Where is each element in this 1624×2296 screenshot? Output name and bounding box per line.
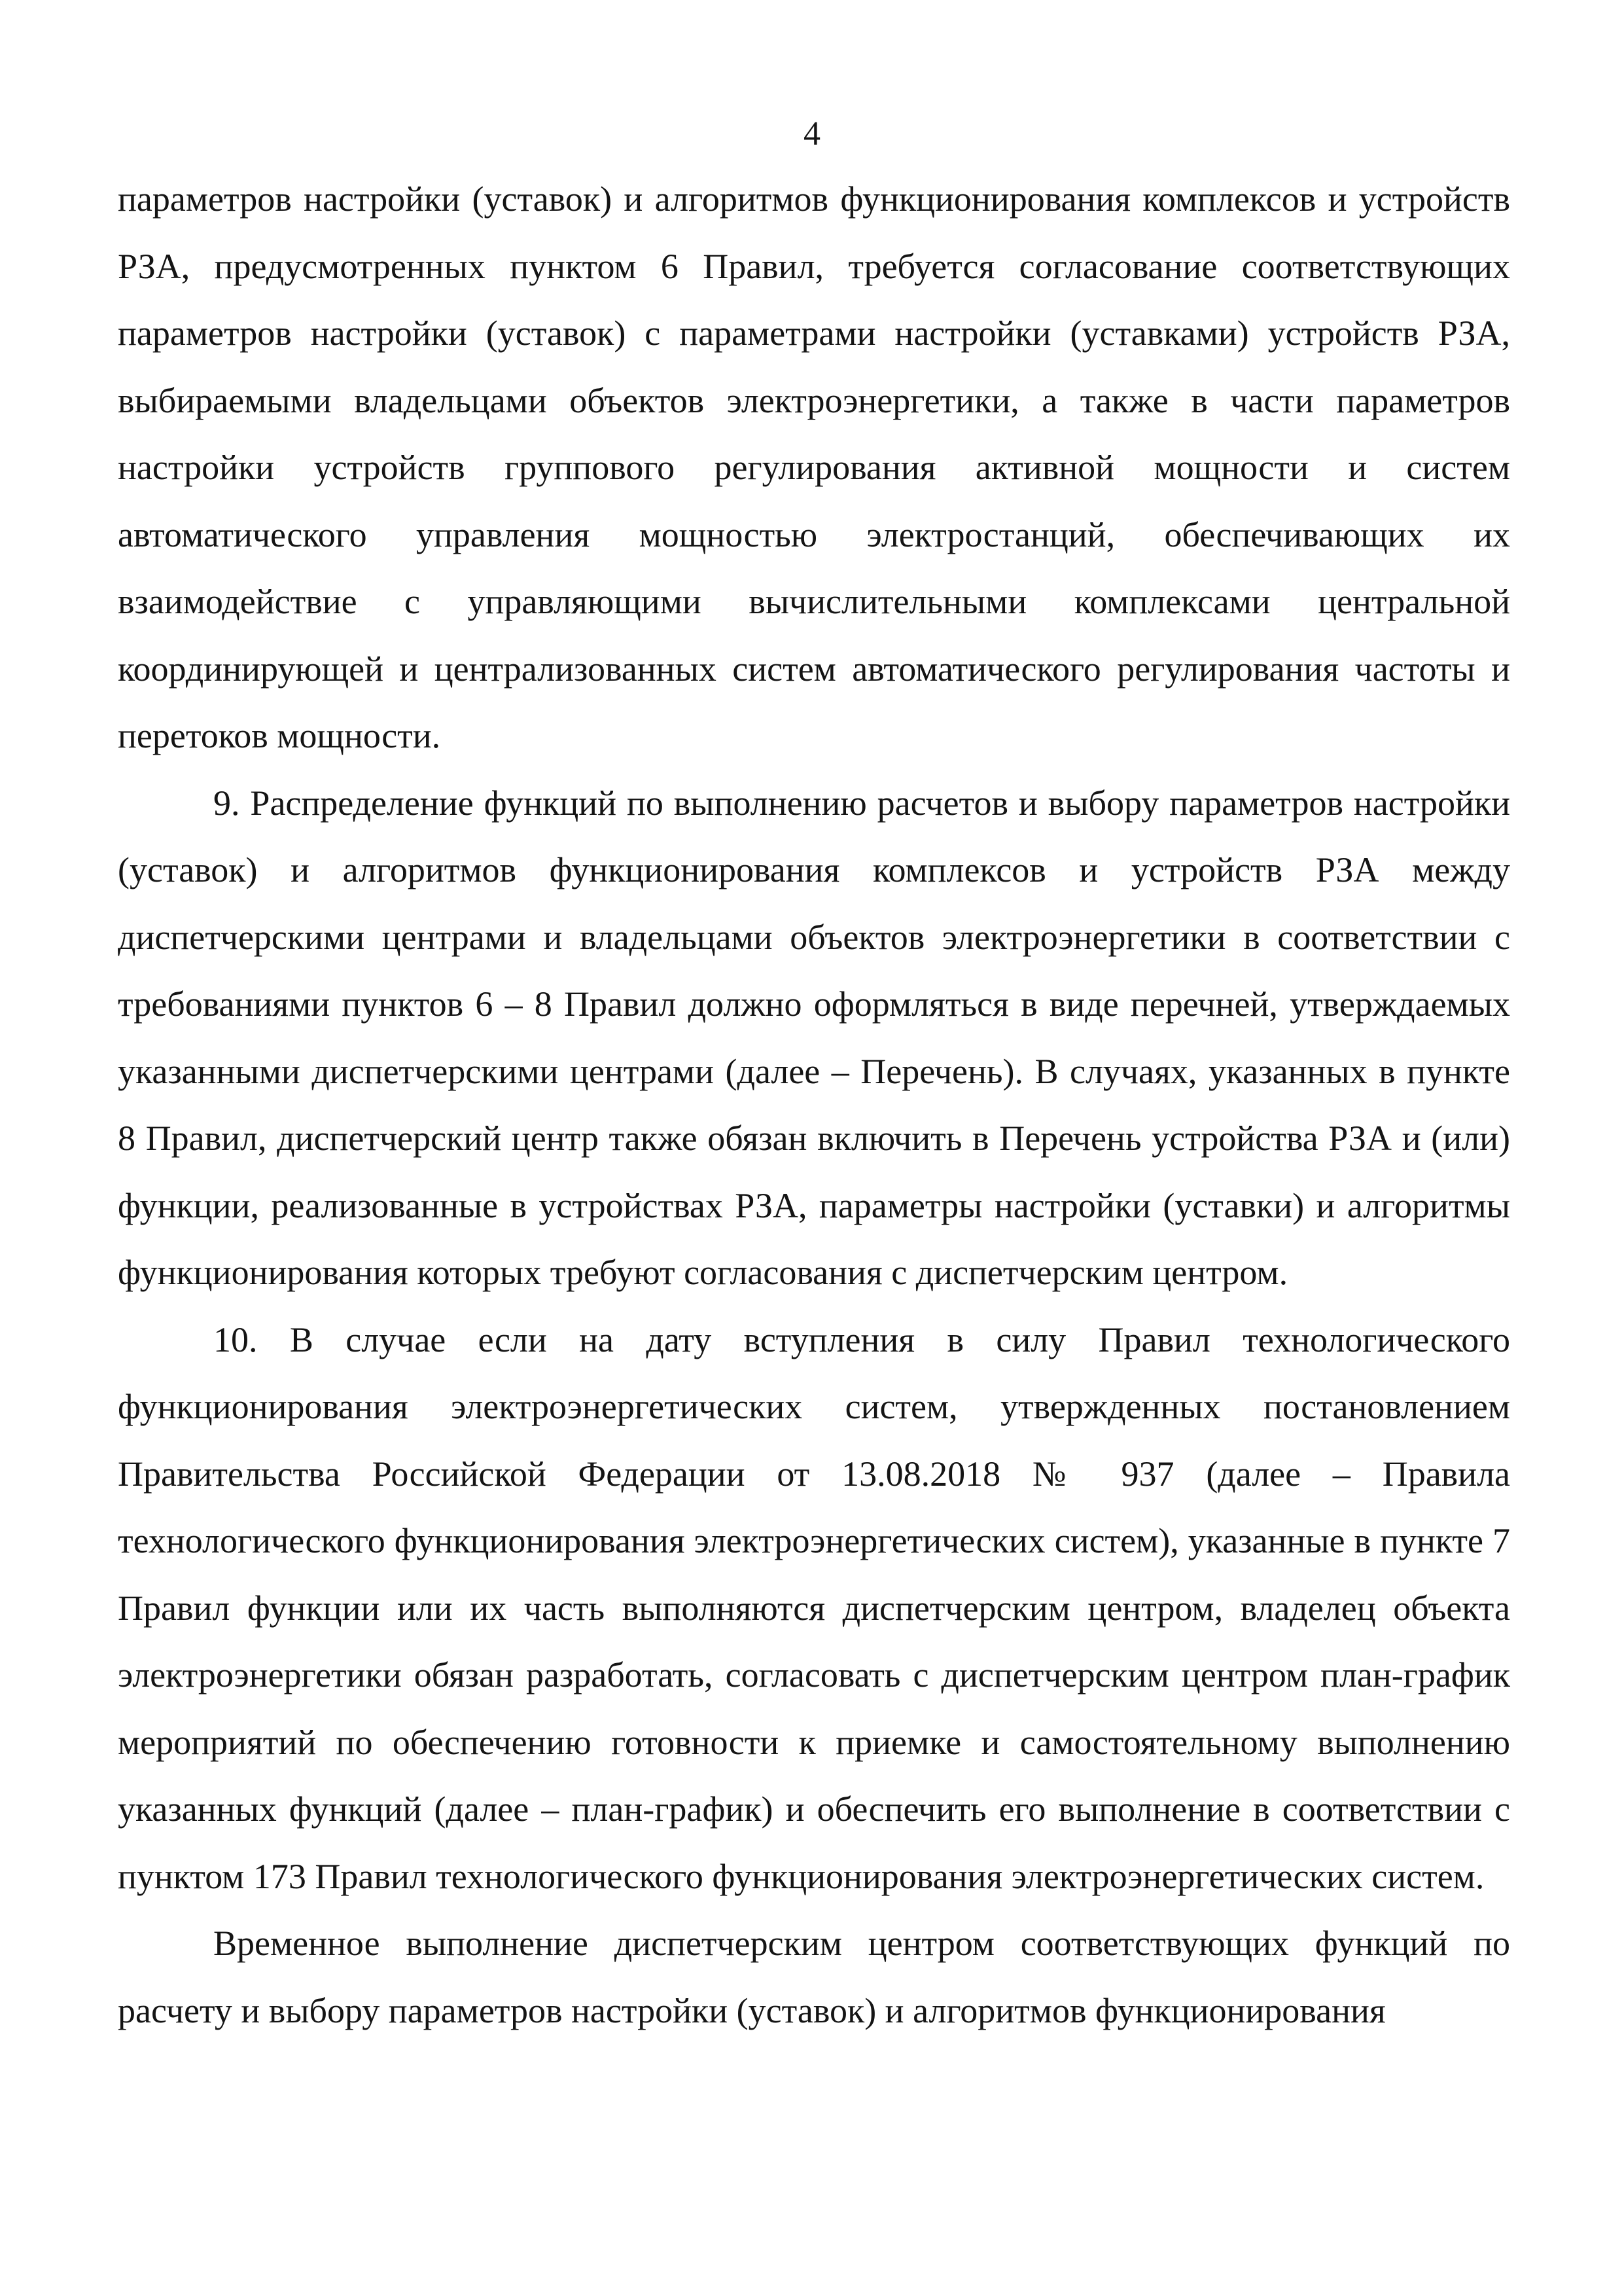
paragraph-item-9: 9. Распределение функций по выполнению расчетов и выбору параметров настройки (уставок) и алгоритмов функционирования комплексов и устройств РЗА между диспетчерскими центрами и владельцами объектов электроэнергетики в соответствии с требованиями пунктов 6 – 8 Правил должно оформляться в виде перечней, утверждаемых указанными диспетчерскими центрами (далее – Перечень). В случаях, указанных в пункте 8 Правил, диспетчерский центр также обязан включить в Перечень устройства РЗА и (или) функции, реализованные в устройствах РЗА, параметры настройки (уставки) и алгоритмы функционирования которых требуют согласования с диспетчерским центром. <box>118 783 1510 1292</box>
page-number: 4 <box>803 115 821 152</box>
paragraph-continuation: параметров настройки (уставок) и алгоритмов функционирования комплексов и устройств РЗА, предусмотренных пунктом 6 Правил, требуется согласование соответствующих параметров настройки (уставок) с параметрами настройки (уставками) устройств РЗА, выбираемыми владельцами объектов электроэнергетики, а также в части параметров настройки устройств группового регулирования активной мощности и систем автоматического управления мощностью электростанций, обеспечивающих их взаимодействие с управляющими вычислительными комплексами центральной координирующей и централизованных систем автоматического регулирования частоты и перетоков мощности. <box>118 179 1510 755</box>
paragraph-item-10: 10. В случае если на дату вступления в силу Правил технологического функционирования электроэнергетических систем, утвержденных постановлением Правительства Российской Федерации от 13.08.2018 № 937 (далее – Правила технологического функционирования электроэнергетических систем), указанные в пункте 7 Правил функции или их часть выполняются диспетчерским центром, владелец объекта электроэнергетики обязан разработать, согласовать с диспетчерским центром план-график мероприятий по обеспечению готовности к приемке и самостоятельному выполнению указанных функций (далее – план-график) и обеспечить его выполнение в соответствии с пунктом 173 Правил технологического функционирования электроэнергетических систем. <box>118 1319 1510 1896</box>
document-body <box>118 166 1510 2044</box>
paragraph-temporary-execution: Временное выполнение диспетчерским центром соответствующих функций по расчету и выбору параметров настройки (уставок) и алгоритмов функционирования <box>118 1924 1510 2030</box>
